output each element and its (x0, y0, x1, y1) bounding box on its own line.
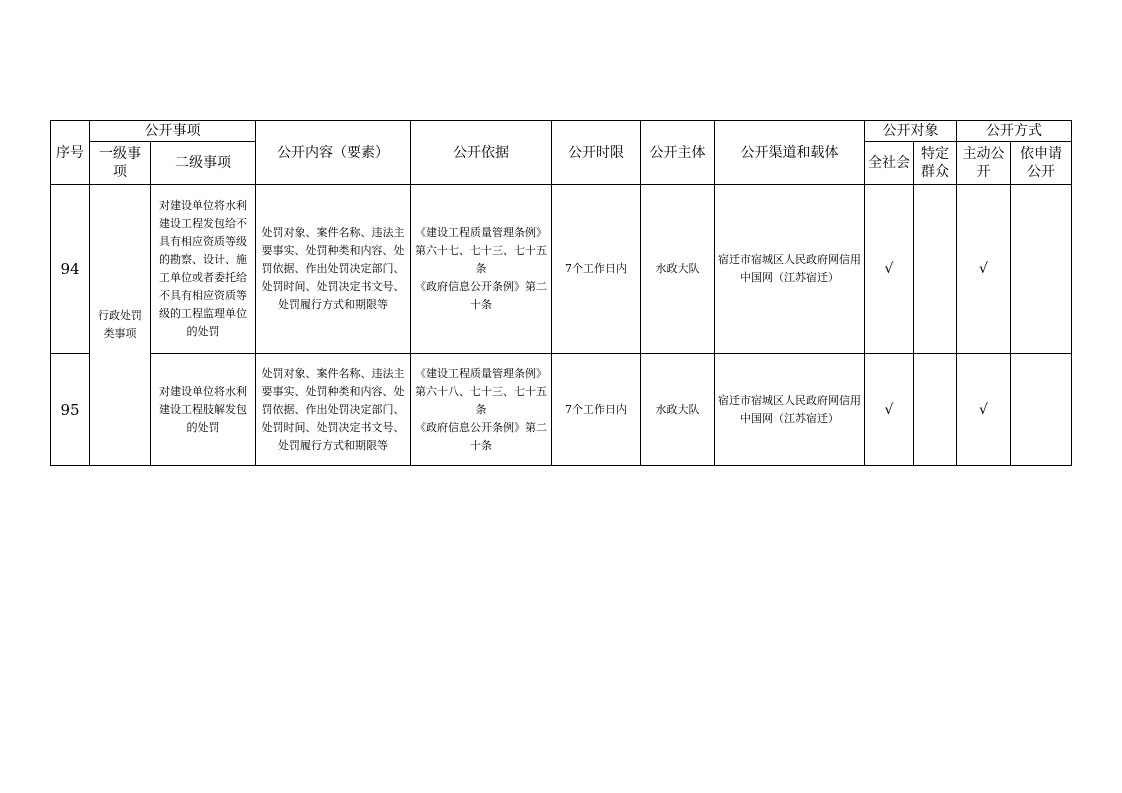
header-items: 公开事项 (90, 121, 256, 142)
row-subject: 水政大队 (641, 185, 715, 354)
row-channel: 宿迁市宿城区人民政府网信用中国网（江苏宿迁） (715, 185, 865, 354)
header-audience: 公开对象 (865, 121, 957, 142)
row-audience-all: √ (865, 354, 914, 466)
row-basis-line2: 《政府信息公开条例》第二十条 (415, 420, 547, 452)
disclosure-table (50, 120, 1072, 466)
row-mode-active: √ (957, 354, 1011, 466)
header-audience-all: 全社会 (865, 142, 914, 185)
row-level2: 对建设单位将水利建设工程发包给不具有相应资质等级的勘察、设计、施工单位或者委托给不具有相应资质等级的工程监理单位的处罚 (151, 185, 256, 354)
row-mode-request (1011, 185, 1072, 354)
row-level2: 对建设单位将水利建设工程肢解发包的处罚 (151, 354, 256, 466)
header-level2: 二级事项 (151, 142, 256, 185)
row-channel: 宿迁市宿城区人民政府网信用中国网（江苏宿迁） (715, 354, 865, 466)
row-basis (411, 185, 552, 354)
row-time-limit: 7个工作日内 (552, 354, 641, 466)
row-audience-specific (914, 354, 957, 466)
table-row (51, 185, 1072, 354)
row-seq: 95 (51, 354, 90, 466)
row-level1: 行政处罚类事项 (90, 185, 151, 466)
header-audience-specific: 特定群众 (914, 142, 957, 185)
row-audience-specific (914, 185, 957, 354)
row-audience-all: √ (865, 185, 914, 354)
row-basis-line1: 《建设工程质量管理条例》第六十七、七十三、七十五条 (415, 226, 547, 275)
header-time-limit: 公开时限 (552, 121, 641, 185)
row-content: 处罚对象、案件名称、违法主要事实、处罚种类和内容、处罚依据、作出处罚决定部门、处罚时间、处罚决定书文号、处罚履行方式和期限等 (256, 354, 411, 466)
table-row (51, 354, 1072, 466)
row-time-limit: 7个工作日内 (552, 185, 641, 354)
header-content: 公开内容（要素） (256, 121, 411, 185)
header-mode-active: 主动公开 (957, 142, 1011, 185)
row-mode-active: √ (957, 185, 1011, 354)
header-mode: 公开方式 (957, 121, 1072, 142)
row-subject: 水政大队 (641, 354, 715, 466)
row-basis (411, 354, 552, 466)
header-mode-request: 依申请公开 (1011, 142, 1072, 185)
row-mode-request (1011, 354, 1072, 466)
row-basis-line2: 《政府信息公开条例》第二十条 (415, 280, 547, 311)
header-level1: 一级事项 (90, 142, 151, 185)
row-seq: 94 (51, 185, 90, 354)
header-channel: 公开渠道和载体 (715, 121, 865, 185)
header-seq: 序号 (51, 121, 90, 185)
row-basis-line1: 《建设工程质量管理条例》第六十八、七十三、七十五条 (415, 366, 547, 416)
header-row-1 (51, 121, 1072, 142)
row-content: 处罚对象、案件名称、违法主要事实、处罚种类和内容、处罚依据、作出处罚决定部门、处罚时间、处罚决定书文号、处罚履行方式和期限等 (256, 185, 411, 354)
header-basis: 公开依据 (411, 121, 552, 185)
header-subject: 公开主体 (641, 121, 715, 185)
